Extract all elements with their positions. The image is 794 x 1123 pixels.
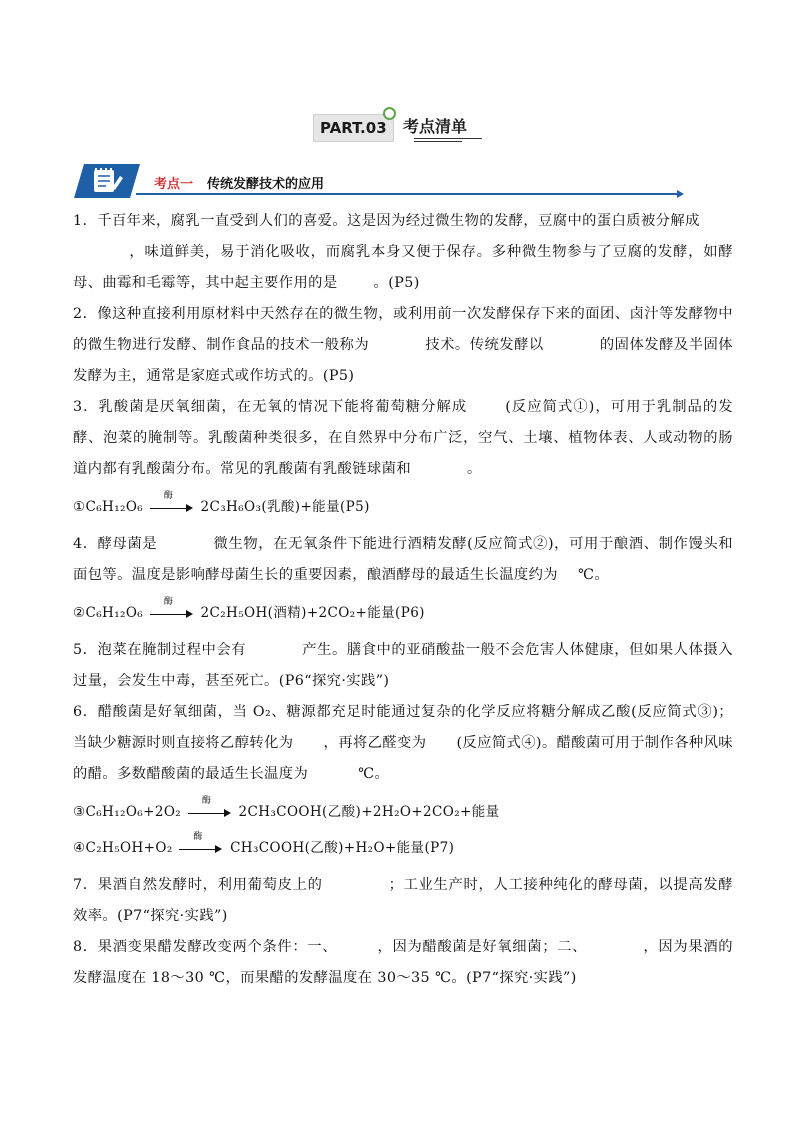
list-item: 6．醋酸菌是好氧细菌，当 O₂、糖源都充足时能通过复杂的化学反应将糖分解成乙酸(反应简式③)；当缺少糖源时则直接将乙醇转化为 ，再将乙醛变为 (反应简式④)。醋酸菌可用于制作各种风味的醋。多数醋酸菌的最适生长温度为 ℃。 [73,704,734,782]
equation-3: ③C₆H₁₂O₆+2O₂ 酶 2CH₃COOH(乙酸)+2H₂O+2CO₂+能量 [73,795,500,820]
title-underline [414,138,482,139]
list-item: 2．像这种直接利用原材料中天然存在的微生物，或利用前一次发酵保存下来的面团、卤汁等发酵物中的微生物进行发酵、制作食品的技术一般称为 技术。传统发酵以 的固体发酵及半固体发酵为主，通常是家庭式或作坊式的。(P5) [73,306,734,384]
ring-icon [383,107,396,120]
equation-4: ④C₂H₅OH+O₂ 酶 CH₃COOH(乙酸)+H₂O+能量(P7) [73,831,455,856]
list-item: 7．果酒自然发酵时，利用葡萄皮上的 ；工业生产时，人工接种纯化的酵母菌，以提高发酵效率。(P7“探究·实践”) [73,877,733,924]
list-item: 5．泡菜在腌制过程中会有 产生。膳食中的亚硝酸盐一般不会危害人体健康，但如果人体摄入过量，会发生中毒，甚至死亡。(P6“探究·实践”) [73,642,733,689]
section-label [154,173,324,192]
title-underline-short [414,141,462,142]
list-item: 1．千百年来，腐乳一直受到人们的喜爱。这是因为经过微生物的发酵，豆腐中的蛋白质被分解成 ，味道鲜美，易于消化吸收，而腐乳本身又便于保存。多种微生物参与了豆腐的发酵，如酵母、曲霉和毛霉等，其中起主要作用的是 。(P5) [73,213,733,291]
reaction-arrow: 酶 [150,500,194,516]
question-list [73,206,733,994]
section-divider [136,193,679,195]
list-item: 8．果酒变果醋发酵改变两个条件：一、 ，因为醋酸菌是好氧细菌；二、 ，因为果酒的发酵温度在 18～30 ℃，而果醋的发酵温度在 30～35 ℃。(P7“探究·实践”) [73,939,733,986]
section-title: 传统发酵技术的应用 [207,177,325,192]
list-item: 3．乳酸菌是厌氧细菌，在无氧的情况下能将葡萄糖分解成 (反应简式①)，可用于乳制品的发酵、泡菜的腌制等。乳酸菌种类很多，在自然界中分布广泛，空气、土壤、植物体表、人或动物的肠道内都有乳酸菌分布。常见的乳酸菌有乳酸链球菌和 。 [73,399,733,477]
reaction-arrow: 酶 [188,805,232,821]
reaction-arrow: 酶 [150,606,194,622]
reaction-arrow: 酶 [179,841,223,857]
part-label: PART.03 [313,114,394,142]
arrow-right-icon [677,190,684,198]
page-title: 考点清单 [403,117,468,136]
notepad-icon [74,164,140,198]
equation-2: ②C₆H₁₂O₆ 酶 2C₂H₅OH(酒精)+2CO₂+能量(P6) [73,596,425,621]
equation-1: ①C₆H₁₂O₆ 酶 2C₃H₆O₃(乳酸)+能量(P5) [73,490,370,515]
page-header [0,114,794,144]
list-item: 4．酵母菌是 微生物，在无氧条件下能进行酒精发酵(反应简式②)，可用于酿酒、制作馒头和面包等。温度是影响酵母菌生长的重要因素，酿酒酵母的最适生长温度约为 ℃。 [73,536,733,583]
section-number: 考点一 [154,177,194,192]
section-header [74,164,684,200]
